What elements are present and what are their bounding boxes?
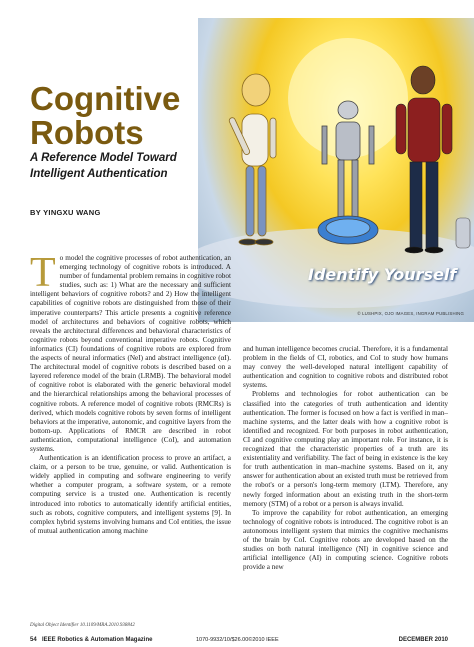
author-byline: BY YINGXU WANG bbox=[30, 208, 101, 217]
paragraph: Problems and technologies for robot authentication can be classified into the categories of truth authentication and identity authentication. The former is focused on how a fact is verified in man–machine systems, and the latter deals with how a cognitive robot is identified and recognized. For both purposes in robot authentication, CI and cognitive computing play an important role. For instance, it is recognized that the characteristic properties of a truth are its existentiality and verifiability. The fact of being in existence is the key for truth authentication in man–machine systems. Based on it, any answer for authentication about an existed truth must be retrieved from the robot's or a person's long-term memory (LTM). Therefore, any newly forged information about an existing truth in the short-term memory (STM) of a robot or a person is always invalid. bbox=[243, 390, 448, 508]
title-line-1: Cognitive bbox=[30, 80, 181, 117]
doi-text: Digital Object Identifier 10.1109/MRA.2010.938842 bbox=[30, 623, 135, 628]
title-line-2: Robots bbox=[30, 114, 144, 151]
paragraph: To improve the capability for robot authentication, an emerging technology of cognitive robots is introduced. The cognitive robot is an autonomous intelligent system that mimics the cognitive mechanisms of the brain by CoI. Cognitive robots are developed based on the studies on both natural intelligence (NI) in cognitive science and artificial intelligence (AI) in computing science. Cognitive robots provide a new bbox=[243, 508, 448, 572]
body-column-left bbox=[30, 250, 231, 536]
paragraph: and human intelligence becomes crucial. Therefore, it is a fundamental problem in the fields of CI, robotics, and CoI to study how humans may convey the well-developed natural intelligent capability of authentication and cognition to cognitive robots and distributed robot systems. bbox=[243, 345, 448, 390]
paragraph bbox=[30, 250, 231, 454]
article-subtitle: A Reference Model Toward Intelligent Authentication bbox=[30, 152, 177, 180]
body-column-right bbox=[243, 345, 448, 572]
paragraph: Authentication is an identification process to prove an artifact, a claim, or a person to be true, genuine, or valid. Authentication is widely applied in computing and software engineering to verify whether a computer program, a software system, or a remote computing service is a trusted one. Authentication is recently introduced into robotics to automatically identify artificial entities, such as robots, cognitive computers, and intelligent systems [9]. In complex hybrid systems involving humans and CoI entities, the issue of mutual authentication among machine bbox=[30, 454, 231, 535]
illustration-caption: Identify Yourself bbox=[308, 265, 457, 284]
magazine-name: IEEE Robotics & Automation Magazine bbox=[42, 637, 153, 643]
image-credit: © LUSHPIX, OJO IMAGES, INGRAM PUBLISHING bbox=[357, 311, 464, 316]
small-robot bbox=[456, 218, 470, 248]
paragraph-text: o model the cognitive processes of robot authentication, an emerging technology of cognitive robots is introduced. A number of fundamental problem remains in cognitive robot studies, such as: 1) What are the necessary and sufficient intelligent behaviors of cognitive robots? and 2) How the intelligent capabilities of cognitive robots are distinguished from those of their imperative counterparts? This article presents a cognitive reference model of architectures and behaviors of cognitive robots, which reveals the architectural differences and behavioral characteristics of cognitive robots beyond conventional imperative robots. Cognitive informatics (CI) foundations of cognitive robots are explored from the aspects of neural informatics (NeI) and abstract intelligence (αI). The architectural model of cognitive robots is described based on a layered reference model of the brain (LRMB). The behavioral model of cognitive robot is elaborated with the generic behavioral model and the hierarchical relationships among the behavioral processes of cognitive robots. A reference model of cognitive robots (RMCRs) is derived, which models cognitive robots by seven forms of intelligent behaviors at the imperative, autonomic, and cognitive layers from the bottom-up. Applications of RMCR are described in robot authentication, computational intelligence (CoI), and automation systems. bbox=[30, 254, 231, 453]
drop-cap: T bbox=[30, 250, 56, 296]
issue-date: DECEMBER 2010 bbox=[398, 637, 448, 643]
female-robot bbox=[228, 74, 276, 245]
issn-text: 1070-9932/10/$26.00©2010 IEEE bbox=[196, 637, 279, 643]
robot-illustration bbox=[198, 18, 474, 322]
page-number: 54 bbox=[30, 637, 37, 643]
article-title bbox=[30, 82, 180, 150]
